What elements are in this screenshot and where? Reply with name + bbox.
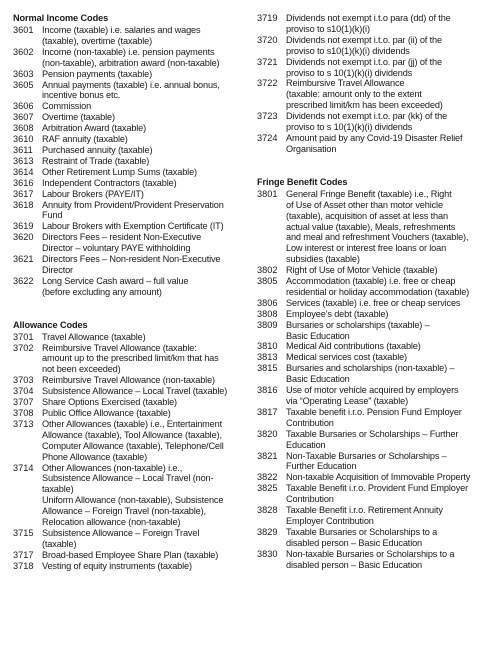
description-line: Relocation allowance (non-taxable) (42, 517, 181, 528)
code-number: 3816 (257, 385, 278, 396)
code-number: 3719 (257, 13, 278, 23)
description-line: Labour Brokers with Exemption Certificate (IT) (42, 221, 224, 232)
description-line: Phone Allowance (taxable) (42, 451, 148, 462)
code-number: 3703 (13, 375, 34, 386)
description-line: Medical Aid contributions (taxable) (286, 341, 421, 352)
code-description (42, 80, 235, 102)
code-number: 3620 (13, 232, 34, 243)
code-entry (13, 419, 235, 463)
code-entry (13, 134, 235, 145)
description-line: Travel Allowance (taxable) (42, 331, 146, 342)
code-entry (257, 320, 479, 342)
code-entry (257, 407, 479, 429)
code-entry (257, 13, 479, 35)
code-description (286, 472, 479, 483)
code-description (286, 407, 479, 429)
code-entry (257, 451, 479, 473)
code-number: 3602 (13, 46, 34, 57)
description-line: Director – voluntary PAYE withholding (42, 243, 191, 254)
section-title-fringe-benefit-codes: Fringe Benefit Codes (257, 176, 348, 187)
code-description (286, 298, 479, 309)
description-line: Income (taxable) i.e. salaries and wages (42, 25, 201, 35)
description-line: Subsistence Allowance – Foreign Travel (42, 527, 200, 538)
code-entry (257, 341, 479, 352)
description-line: Further Education (286, 461, 357, 472)
code-description (286, 309, 479, 320)
description-line: Restraint of Trade (taxable) (42, 155, 150, 166)
code-number: 3613 (13, 155, 34, 166)
description-line: proviso to s10(1)(k)(i) (286, 23, 370, 34)
code-description (286, 527, 479, 549)
description-line: Annual payments (taxable) i.e. annual bonus, (42, 79, 220, 90)
code-description (42, 528, 235, 550)
description-line: residential or holiday accommodation (taxable) (286, 286, 470, 297)
description-line: Allowance – Foreign Travel (non-taxable), (42, 506, 206, 517)
code-number: 3721 (257, 56, 278, 67)
description-line: Education (286, 439, 326, 450)
code-description (42, 397, 235, 408)
code-entry (257, 505, 479, 527)
description-line: Pension payments (taxable) (42, 68, 152, 79)
code-number: 3611 (13, 144, 33, 155)
code-number: 3808 (257, 308, 278, 319)
code-entry (13, 47, 235, 69)
code-description (42, 221, 235, 232)
description-line: proviso to s 10(1)(k)(i) dividends (286, 67, 413, 78)
description-line: amount up to the prescribed limit/km that has (42, 353, 219, 364)
description-line: Commission (42, 101, 92, 112)
description-line: Low interest or interest free loans or loan (286, 243, 447, 254)
description-line: Allowance (taxable), Tool Allowance (taxable), (42, 429, 222, 440)
code-number: 3813 (257, 352, 278, 363)
code-number: 3605 (13, 79, 34, 90)
code-number: 3701 (13, 331, 34, 342)
code-entry (13, 156, 235, 167)
description-line: (taxable), acquisition of asset at less than (286, 210, 448, 221)
description-line: via “Operating Lease” (taxable) (286, 396, 408, 406)
code-entry (257, 429, 479, 451)
description-line: Basic Education (286, 330, 350, 341)
description-line: (taxable: amount only to the extent (286, 89, 422, 100)
code-number: 3621 (13, 254, 34, 265)
code-number: 3815 (257, 363, 278, 374)
code-description (42, 123, 235, 134)
code-description (286, 451, 479, 473)
description-line: Labour Brokers (PAYE/IT) (42, 188, 144, 199)
code-number: 3608 (13, 123, 34, 134)
code-description (42, 276, 235, 298)
code-description (286, 111, 479, 133)
description-line: Contribution (286, 494, 334, 505)
code-entry (13, 332, 235, 343)
code-entry (13, 343, 235, 376)
section-title-normal-income-codes: Normal Income Codes (13, 13, 109, 23)
code-entry (257, 276, 479, 298)
description-line: Non-taxable Bursaries or Scholarships to a (286, 548, 455, 559)
description-line: Vesting of equity instruments (taxable) (42, 560, 192, 571)
code-description (42, 561, 235, 572)
description-line: Amount paid by any Covid-19 Disaster Relief (286, 132, 463, 143)
code-number: 3704 (13, 386, 34, 397)
code-description (42, 134, 235, 145)
description-line: Bursaries or scholarships (taxable) – (286, 319, 430, 330)
description-line: Non-Taxable Bursaries or Scholarships – (286, 450, 447, 461)
code-number: 3619 (13, 221, 34, 232)
description-line: Taxable benefit i.r.o. Pension Fund Employer (286, 406, 462, 417)
description-line: Contribution (286, 417, 334, 428)
description-line: Taxable Bursaries or Scholarships to a (286, 526, 438, 537)
description-line: Dividends not exempt i.t.o para (dd) of the (286, 13, 451, 23)
code-description (42, 343, 235, 376)
code-description (286, 429, 479, 451)
code-entry (257, 549, 479, 571)
description-line: Other Allowances (non-taxable) i.e., (42, 462, 183, 473)
description-line: Computer Allowance (taxable), Telephone/Cell (42, 440, 224, 451)
description-line: Directors Fees – Non-resident Non-Executive (42, 254, 221, 265)
description-line: taxable) (42, 484, 74, 495)
code-number: 3723 (257, 111, 278, 122)
code-number: 3607 (13, 112, 34, 123)
description-line: proviso to s10(1)(k)(i) dividends (286, 45, 410, 56)
description-line: Broad-based Employee Share Plan (taxable) (42, 549, 219, 560)
code-entry (257, 298, 479, 309)
code-entry (13, 200, 235, 222)
description-line: (taxable) (42, 538, 77, 549)
code-entry (257, 57, 479, 79)
description-line: Arbitration Award (taxable) (42, 123, 147, 134)
code-number: 3829 (257, 526, 278, 537)
code-description (286, 363, 479, 385)
code-description (286, 189, 479, 265)
code-entry (257, 309, 479, 320)
code-number: 3702 (13, 342, 34, 353)
code-description (42, 189, 235, 200)
description-line: Subsistence Allowance – Local Travel (taxable) (42, 386, 228, 397)
code-entry (13, 232, 235, 254)
code-entry (13, 386, 235, 397)
description-line: Long Service Cash award – full value (42, 275, 189, 286)
code-description (286, 13, 479, 35)
code-entry (257, 265, 479, 276)
code-entry (257, 111, 479, 133)
code-entry (257, 483, 479, 505)
code-description (286, 385, 479, 407)
code-entry (13, 80, 235, 102)
code-entry (13, 167, 235, 178)
code-number: 3622 (13, 275, 34, 286)
code-entry (13, 69, 235, 80)
description-line: (non-taxable), arbitration award (non-taxable) (42, 57, 220, 68)
description-line: Other Retirement Lump Sums (taxable) (42, 166, 197, 177)
code-description (286, 78, 479, 111)
code-number: 3715 (13, 527, 34, 538)
description-line: Taxable Benefit i.r.o. Retirement Annuity (286, 505, 443, 516)
left-column (13, 13, 235, 572)
code-description (286, 549, 479, 571)
code-number: 3828 (257, 505, 278, 516)
code-description (42, 69, 235, 80)
code-description (42, 101, 235, 112)
section-spacer (257, 155, 479, 177)
description-line: not been exceeded) (42, 364, 121, 375)
description-line: disabled person – Basic Education (286, 537, 423, 548)
code-description (286, 352, 479, 363)
code-number: 3822 (257, 472, 278, 483)
description-line: Share Options Exercised (taxable) (42, 397, 177, 408)
code-number: 3618 (13, 199, 34, 210)
description-line: Annuity from Provident/Provident Preservation (42, 199, 224, 210)
code-number: 3825 (257, 483, 278, 494)
description-line: Basic Education (286, 374, 350, 385)
code-description (42, 332, 235, 343)
description-line: of Use of Asset other than motor vehicle (286, 199, 443, 210)
code-entry (13, 178, 235, 189)
description-line: Right of Use of Motor Vehicle (taxable) (286, 265, 438, 276)
code-entry (257, 527, 479, 549)
code-entry (13, 25, 235, 47)
code-description (42, 375, 235, 386)
description-line: disabled person – Basic Education (286, 559, 423, 570)
code-entry (257, 472, 479, 483)
description-line: Reimbursive Travel Allowance (286, 78, 405, 89)
code-number: 3810 (257, 341, 278, 352)
code-number: 3805 (257, 276, 278, 287)
code-description (286, 505, 479, 527)
code-description (286, 133, 479, 155)
description-line: Reimbursive Travel Allowance (taxable: (42, 342, 197, 353)
code-description (42, 156, 235, 167)
code-number: 3801 (257, 188, 278, 199)
code-description (42, 178, 235, 189)
code-number: 3802 (257, 265, 278, 276)
code-entry (257, 385, 479, 407)
code-number: 3830 (257, 548, 278, 559)
description-line: actual value (taxable), Meals, refreshments (286, 221, 456, 232)
code-description (42, 200, 235, 222)
description-line: Dividends not exempt i.t.o. par (jj) of the (286, 56, 442, 67)
description-line: Accommodation (taxable) i.e. free or cheap (286, 276, 456, 287)
description-line: Overtime (taxable) (42, 112, 115, 123)
code-description (42, 386, 235, 397)
code-entry (13, 528, 235, 550)
code-description (286, 341, 479, 352)
code-number: 3809 (257, 319, 278, 330)
code-description (42, 167, 235, 178)
description-line: Fund (42, 210, 63, 221)
description-line: Employee’s debt (taxable) (286, 308, 389, 319)
description-line: prescribed limit/km has been exceeded) (286, 100, 443, 111)
code-description (42, 550, 235, 561)
description-line: and meal and refreshment Vouchers (taxable), (286, 232, 469, 243)
code-entry (13, 408, 235, 419)
code-number: 3817 (257, 406, 278, 417)
description-line: (taxable), overtime (taxable) (42, 35, 153, 46)
code-number: 3610 (13, 134, 34, 145)
code-number: 3601 (13, 25, 34, 35)
code-number: 3617 (13, 188, 34, 199)
code-number: 3606 (13, 101, 34, 112)
code-description (42, 47, 235, 69)
code-entry (13, 145, 235, 156)
code-description (286, 265, 479, 276)
code-description (286, 483, 479, 505)
description-line: Director (42, 264, 73, 275)
code-entry (13, 561, 235, 572)
code-entry (257, 189, 479, 265)
description-line: subsidies (taxable) (286, 254, 360, 265)
description-line: Taxable Benefit i.r.o. Provident Fund Employer (286, 483, 469, 494)
code-number: 3713 (13, 418, 34, 429)
code-entry (13, 397, 235, 408)
code-number: 3724 (257, 132, 278, 143)
code-number: 3718 (13, 560, 34, 571)
code-entry (13, 463, 235, 528)
code-number: 3603 (13, 68, 34, 79)
code-entry (257, 352, 479, 363)
description-line: Use of motor vehicle acquired by employers (286, 385, 459, 396)
code-description (286, 276, 479, 298)
code-number: 3821 (257, 450, 278, 461)
description-line: Services (taxable) i.e. free or cheap services (286, 297, 461, 308)
code-entry (13, 254, 235, 276)
code-description (42, 463, 235, 528)
description-line: Income (non-taxable) i.e. pension payments (42, 46, 215, 57)
code-description (42, 112, 235, 123)
code-entry (257, 363, 479, 385)
code-entry (13, 112, 235, 123)
code-description (42, 408, 235, 419)
description-line: Uniform Allowance (non-taxable), Subsistence (42, 495, 224, 506)
code-entry (13, 123, 235, 134)
code-entry (13, 276, 235, 298)
description-line: (before excluding any amount) (42, 286, 162, 297)
code-description (286, 57, 479, 79)
description-line: Organisation (286, 143, 337, 154)
code-number: 3722 (257, 78, 278, 89)
code-number: 3616 (13, 177, 34, 188)
description-line: Reimbursive Travel Allowance (non-taxable) (42, 375, 215, 386)
code-description (42, 232, 235, 254)
section-title-allowance-codes: Allowance Codes (13, 319, 88, 330)
code-number: 3720 (257, 34, 278, 45)
code-number: 3614 (13, 166, 34, 177)
code-number: 3708 (13, 408, 34, 418)
description-line: Dividends not exempt i.t.o. par (kk) of the (286, 111, 448, 122)
description-line: Public Office Allowance (taxable) (42, 408, 171, 418)
description-line: RAF annuity (taxable) (42, 134, 128, 145)
code-description (42, 25, 235, 47)
code-number: 3714 (13, 462, 34, 473)
description-line: Dividends not exempt i.t.o. par (ii) of the (286, 34, 442, 45)
code-entry (257, 35, 479, 57)
description-line: Other Allowances (taxable) i.e., Entertainment (42, 418, 223, 429)
code-description (42, 145, 235, 156)
description-line: proviso to s 10(1)(k)(i) dividends (286, 122, 413, 133)
description-line: Non-taxable Acquisition of Immovable Property (286, 472, 471, 483)
description-line: Medical services cost (taxable) (286, 352, 407, 363)
code-entry (13, 101, 235, 112)
description-line: General Fringe Benefit (taxable) i.e., Right (286, 188, 452, 199)
code-entry (13, 189, 235, 200)
section-spacer (13, 298, 235, 320)
description-line: Taxable Bursaries or Scholarships – Further (286, 428, 459, 439)
code-entry (257, 78, 479, 111)
description-line: Directors Fees – resident Non-Executive (42, 232, 202, 243)
description-line: Employer Contribution (286, 515, 374, 526)
code-number: 3717 (13, 549, 34, 560)
code-number: 3820 (257, 428, 278, 439)
code-description (42, 254, 235, 276)
code-entry (13, 221, 235, 232)
code-description (286, 320, 479, 342)
code-description (286, 35, 479, 57)
code-entry (13, 550, 235, 561)
description-line: Bursaries and scholarships (non-taxable) – (286, 363, 455, 374)
right-column (257, 13, 479, 571)
description-line: incentive bonus etc. (42, 90, 121, 101)
code-number: 3806 (257, 297, 278, 308)
code-number: 3707 (13, 397, 34, 408)
code-entry (13, 375, 235, 386)
code-description (42, 419, 235, 463)
description-line: Independent Contractors (taxable) (42, 177, 177, 188)
description-line: Purchased annuity (taxable) (42, 144, 153, 155)
code-entry (257, 133, 479, 155)
description-line: Subsistence Allowance – Local Travel (non- (42, 473, 214, 484)
